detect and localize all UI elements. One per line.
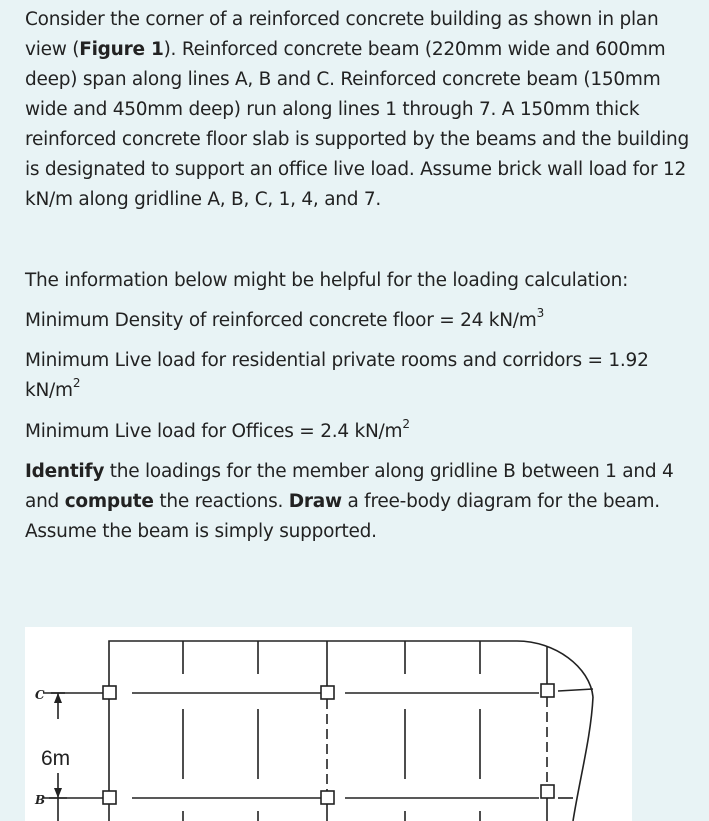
live-load-office-line xyxy=(25,417,410,447)
task-paragraph xyxy=(25,457,685,547)
figure-reference: Figure 1 xyxy=(79,39,164,60)
task-text-2: the reactions. xyxy=(153,491,289,512)
column-c4 xyxy=(321,686,334,699)
intro-paragraph xyxy=(25,5,690,215)
task-keyword-identify: Identify xyxy=(25,461,105,482)
intro-text-2: ). Reinforced concrete beam (220mm wide and 600mm deep) span along lines A, B and C. Reinforced concrete beam (150mm wide and 450mm deep) run along lines 1 through 7. A 150mm thick reinforced concrete floor slab is supported by the beams and the building is designated to support an office live load. Assume brick wall load for 12 kN/m along gridline A, B, C, 1, 4, and 7. xyxy=(25,39,689,210)
column-c1 xyxy=(103,686,116,699)
density-line xyxy=(25,306,544,336)
figure-1-plan-view xyxy=(25,627,632,821)
column-b7 xyxy=(541,785,554,798)
live-load-office-exponent: 2 xyxy=(402,416,410,431)
density-unit-exponent: 3 xyxy=(536,305,544,320)
span-dimension-label: 6m xyxy=(41,747,71,770)
plan-drawing xyxy=(25,627,632,821)
task-keyword-draw: Draw xyxy=(288,491,342,512)
live-load-residential-label: Minimum Live load for residential private rooms and corridors = 1.92 kN/m xyxy=(25,350,649,401)
live-load-residential-line xyxy=(25,346,675,406)
live-load-office-label: Minimum Live load for Offices = 2.4 kN/m xyxy=(25,421,403,442)
right-edge-curve xyxy=(573,697,593,821)
column-b4 xyxy=(321,791,334,804)
task-text-3: a free-body diagram for the beam. Assume the beam is simply supported. xyxy=(25,491,660,542)
column-c7 xyxy=(541,684,554,697)
task-text-1: the loadings for the member along gridline B between 1 and 4 and xyxy=(25,461,674,512)
task-keyword-compute: compute xyxy=(64,491,154,512)
gridline-label-c: C xyxy=(35,688,45,702)
beam-line-c-3 xyxy=(558,689,593,691)
dimension-arrow-up xyxy=(54,693,62,703)
column-b1 xyxy=(103,791,116,804)
dimension-arrow-down xyxy=(54,788,62,798)
density-label: Minimum Density of reinforced concrete floor = 24 kN/m xyxy=(25,310,537,331)
live-load-residential-exponent: 2 xyxy=(72,375,81,390)
intro-text-1: Consider the corner of a reinforced concrete building as shown in plan view ( xyxy=(25,9,659,60)
info-heading: The information below might be helpful for the loading calculation: xyxy=(25,270,629,291)
top-frame-line xyxy=(109,641,593,697)
gridline-label-b: B xyxy=(35,793,46,807)
